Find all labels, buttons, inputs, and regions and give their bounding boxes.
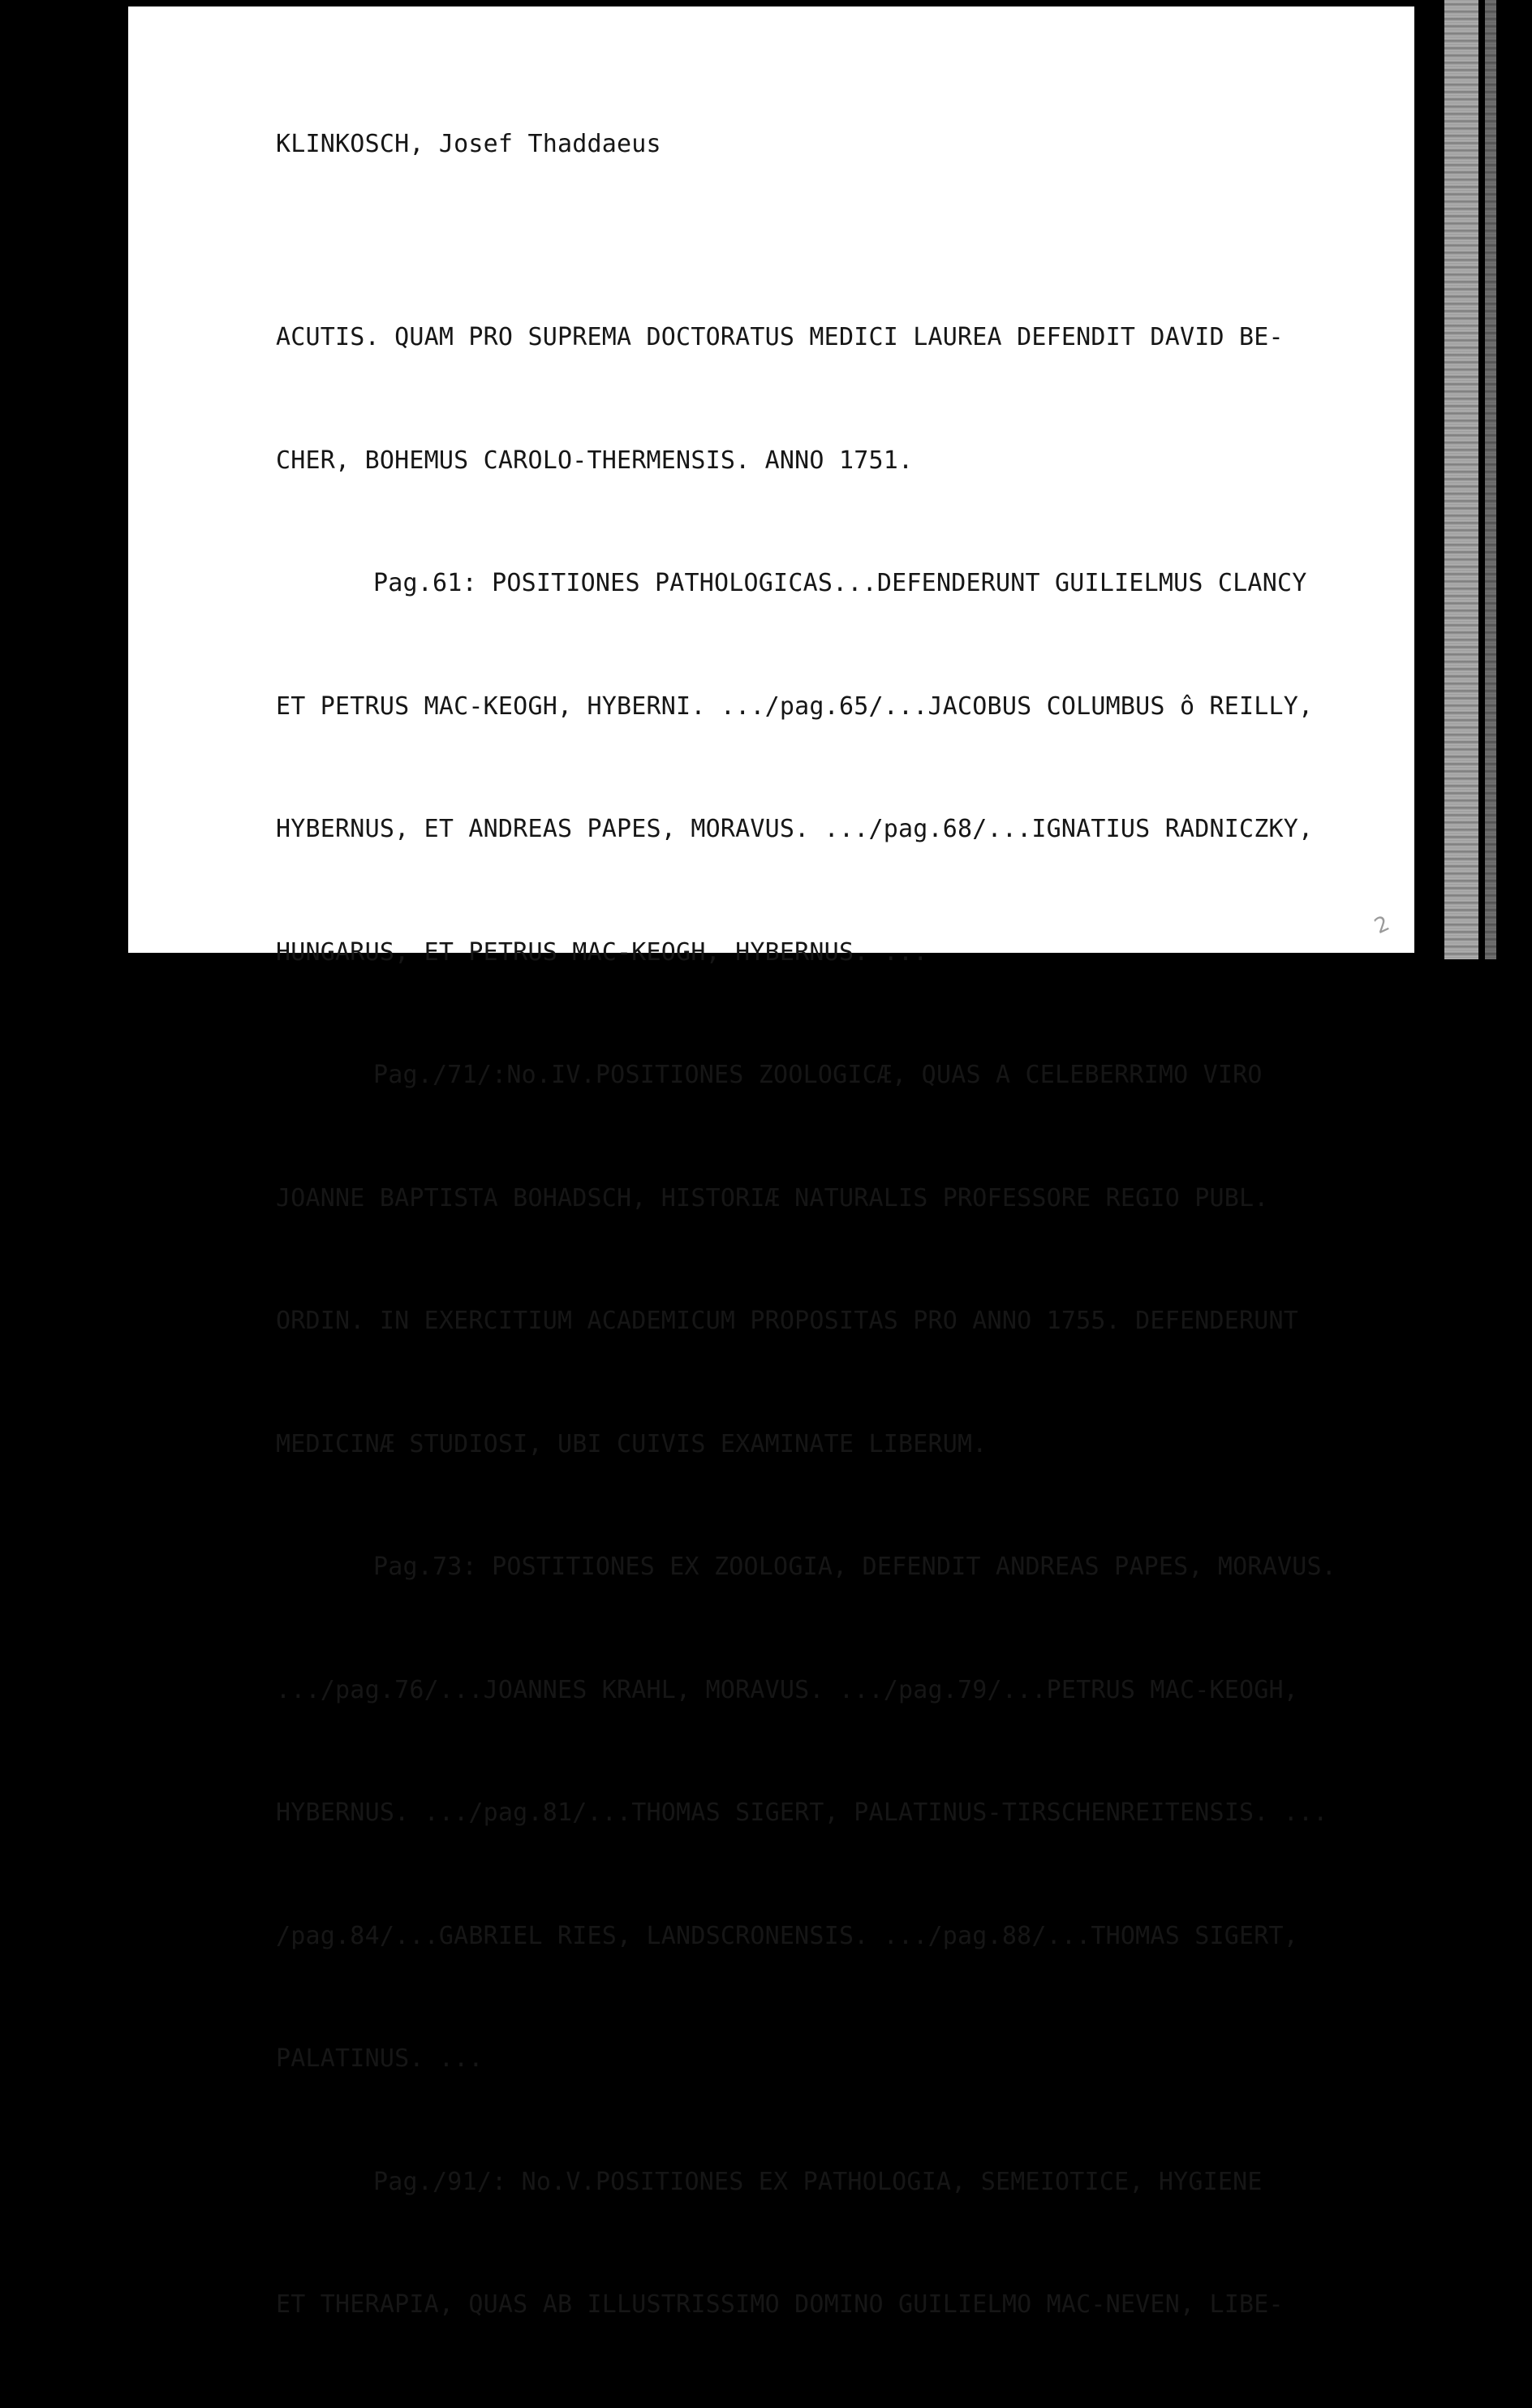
text-line: Pag.73: POSTITIONES EX ZOOLOGIA, DEFENDIT ANDREAS PAPES, MORAVUS. [373,1553,1336,1581]
film-edge [1444,0,1478,959]
page-mark: 2 [1371,911,1394,940]
text-line: ET THERAPIA, QUAS AB ILLUSTRISSIMO DOMINO GUILIELMO MAC-NEVEN, LIBE- [276,2290,1284,2319]
text-line: ET PETRUS MAC-KEOGH, HYBERNI. .../pag.65/...JACOBUS COLUMBUS ô REILLY, [276,691,1314,721]
text-line: Pag./91/: No.V.POSITIONES EX PATHOLOGIA, SEMEIOTICE, HYGIENE [373,2167,1263,2196]
card-body [276,235,1336,2408]
text-line: HYBERNUS. .../pag.81/...THOMAS SIGERT, PALATINUS-TIRSCHENREITENSIS. ... [276,1798,1328,1827]
text-line: HUNGARUS, ET PETRUS MAC-KEOGH, HYBERNUS. ... [276,937,928,967]
film-edge-secondary [1485,0,1496,959]
text-line: Pag./71/:No.IV.POSITIONES ZOOLOGICÆ, QUAS A CELEBERRIMO VIRO [373,1061,1263,1089]
text-line: ACUTIS. QUAM PRO SUPREMA DOCTORATUS MEDICI LAUREA DEFENDIT DAVID BE- [276,323,1284,351]
text-line: JOANNE BAPTISTA BOHADSCH, HISTORIÆ NATURALIS PROFESSORE REGIO PUBL. [276,1183,1269,1213]
text-line: .../pag.76/...JOANNES KRAHL, MORAVUS. .../pag.79/...PETRUS MAC-KEOGH, [276,1675,1299,1704]
text-line: PALATINUS. ... [276,2044,484,2073]
text-line: CHER, BOHEMUS CAROLO-THERMENSIS. ANNO 1751. [276,446,914,475]
text-line: HYBERNUS, ET ANDREAS PAPES, MORAVUS. .../pag.68/...IGNATIUS RADNICZKY, [276,815,1314,843]
text-line: MEDICINÆ STUDIOSI, UBI CUIVIS EXAMINATE LIBERUM. [276,1429,988,1458]
card-heading: KLINKOSCH, Josef Thaddaeus [276,130,661,158]
text-line: /pag.84/...GABRIEL RIES, LANDSCRONENSIS. .../pag.88/...THOMAS SIGERT, [276,1921,1299,1950]
text-line: ORDIN. IN EXERCITIUM ACADEMICUM PROPOSITAS PRO ANNO 1755. DEFENDERUNT [276,1307,1299,1335]
text-line: Pag.61: POSITIONES PATHOLOGICAS...DEFENDERUNT GUILIELMUS CLANCY [373,569,1307,597]
